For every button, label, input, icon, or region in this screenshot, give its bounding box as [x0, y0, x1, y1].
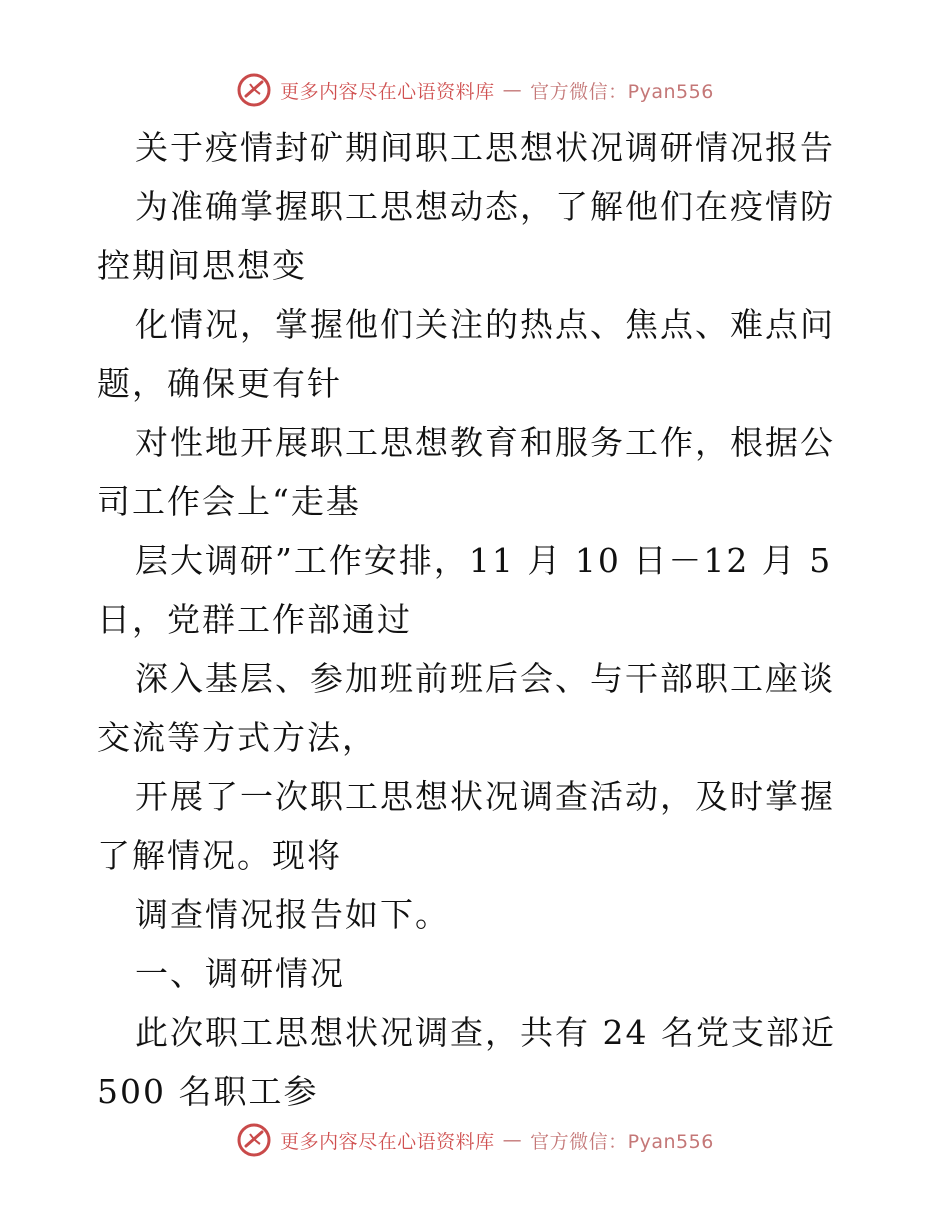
banner-wechat-text: 官方微信：Pyan556 [530, 80, 714, 103]
paragraph: 层大调研”工作安排，11 月 10 日－12 月 5 日，党群工作部通过 [97, 541, 833, 639]
paragraph: 为准确掌握职工思想动态，了解他们在疫情防控期间思想变 [97, 187, 835, 285]
paragraph: 深入基层、参加班前班后会、与干部职工座谈交流等方式方法， [97, 659, 835, 757]
logo-icon [236, 72, 272, 108]
banner-site-text: 更多内容尽在心语资料库 [280, 80, 495, 103]
document-title: 关于疫情封矿期间职工思想状况调研情况报告 [135, 128, 835, 167]
paragraph: 对性地开展职工思想教育和服务工作，根据公司工作会上“走基 [97, 423, 835, 521]
logo-icon [236, 1122, 272, 1158]
banner-dash: — [502, 79, 523, 101]
paragraph: 调查情况报告如下。 [135, 895, 450, 934]
paragraph: 此次职工思想状况调查，共有 24 名党支部近 500 名职工参 [97, 1013, 836, 1111]
paragraph: 化情况，掌握他们关注的热点、焦点、难点问题，确保更有针 [97, 305, 835, 403]
footer-watermark-banner [0, 1120, 950, 1160]
section-heading: 一、调研情况 [135, 954, 345, 993]
banner-wechat-text: 官方微信：Pyan556 [530, 1130, 714, 1153]
banner-site-text: 更多内容尽在心语资料库 [280, 1130, 495, 1153]
header-watermark-banner [0, 70, 950, 110]
paragraph: 开展了一次职工思想状况调查活动，及时掌握了解情况。现将 [97, 777, 835, 875]
document-body [97, 118, 857, 1121]
banner-dash: — [502, 1129, 523, 1151]
